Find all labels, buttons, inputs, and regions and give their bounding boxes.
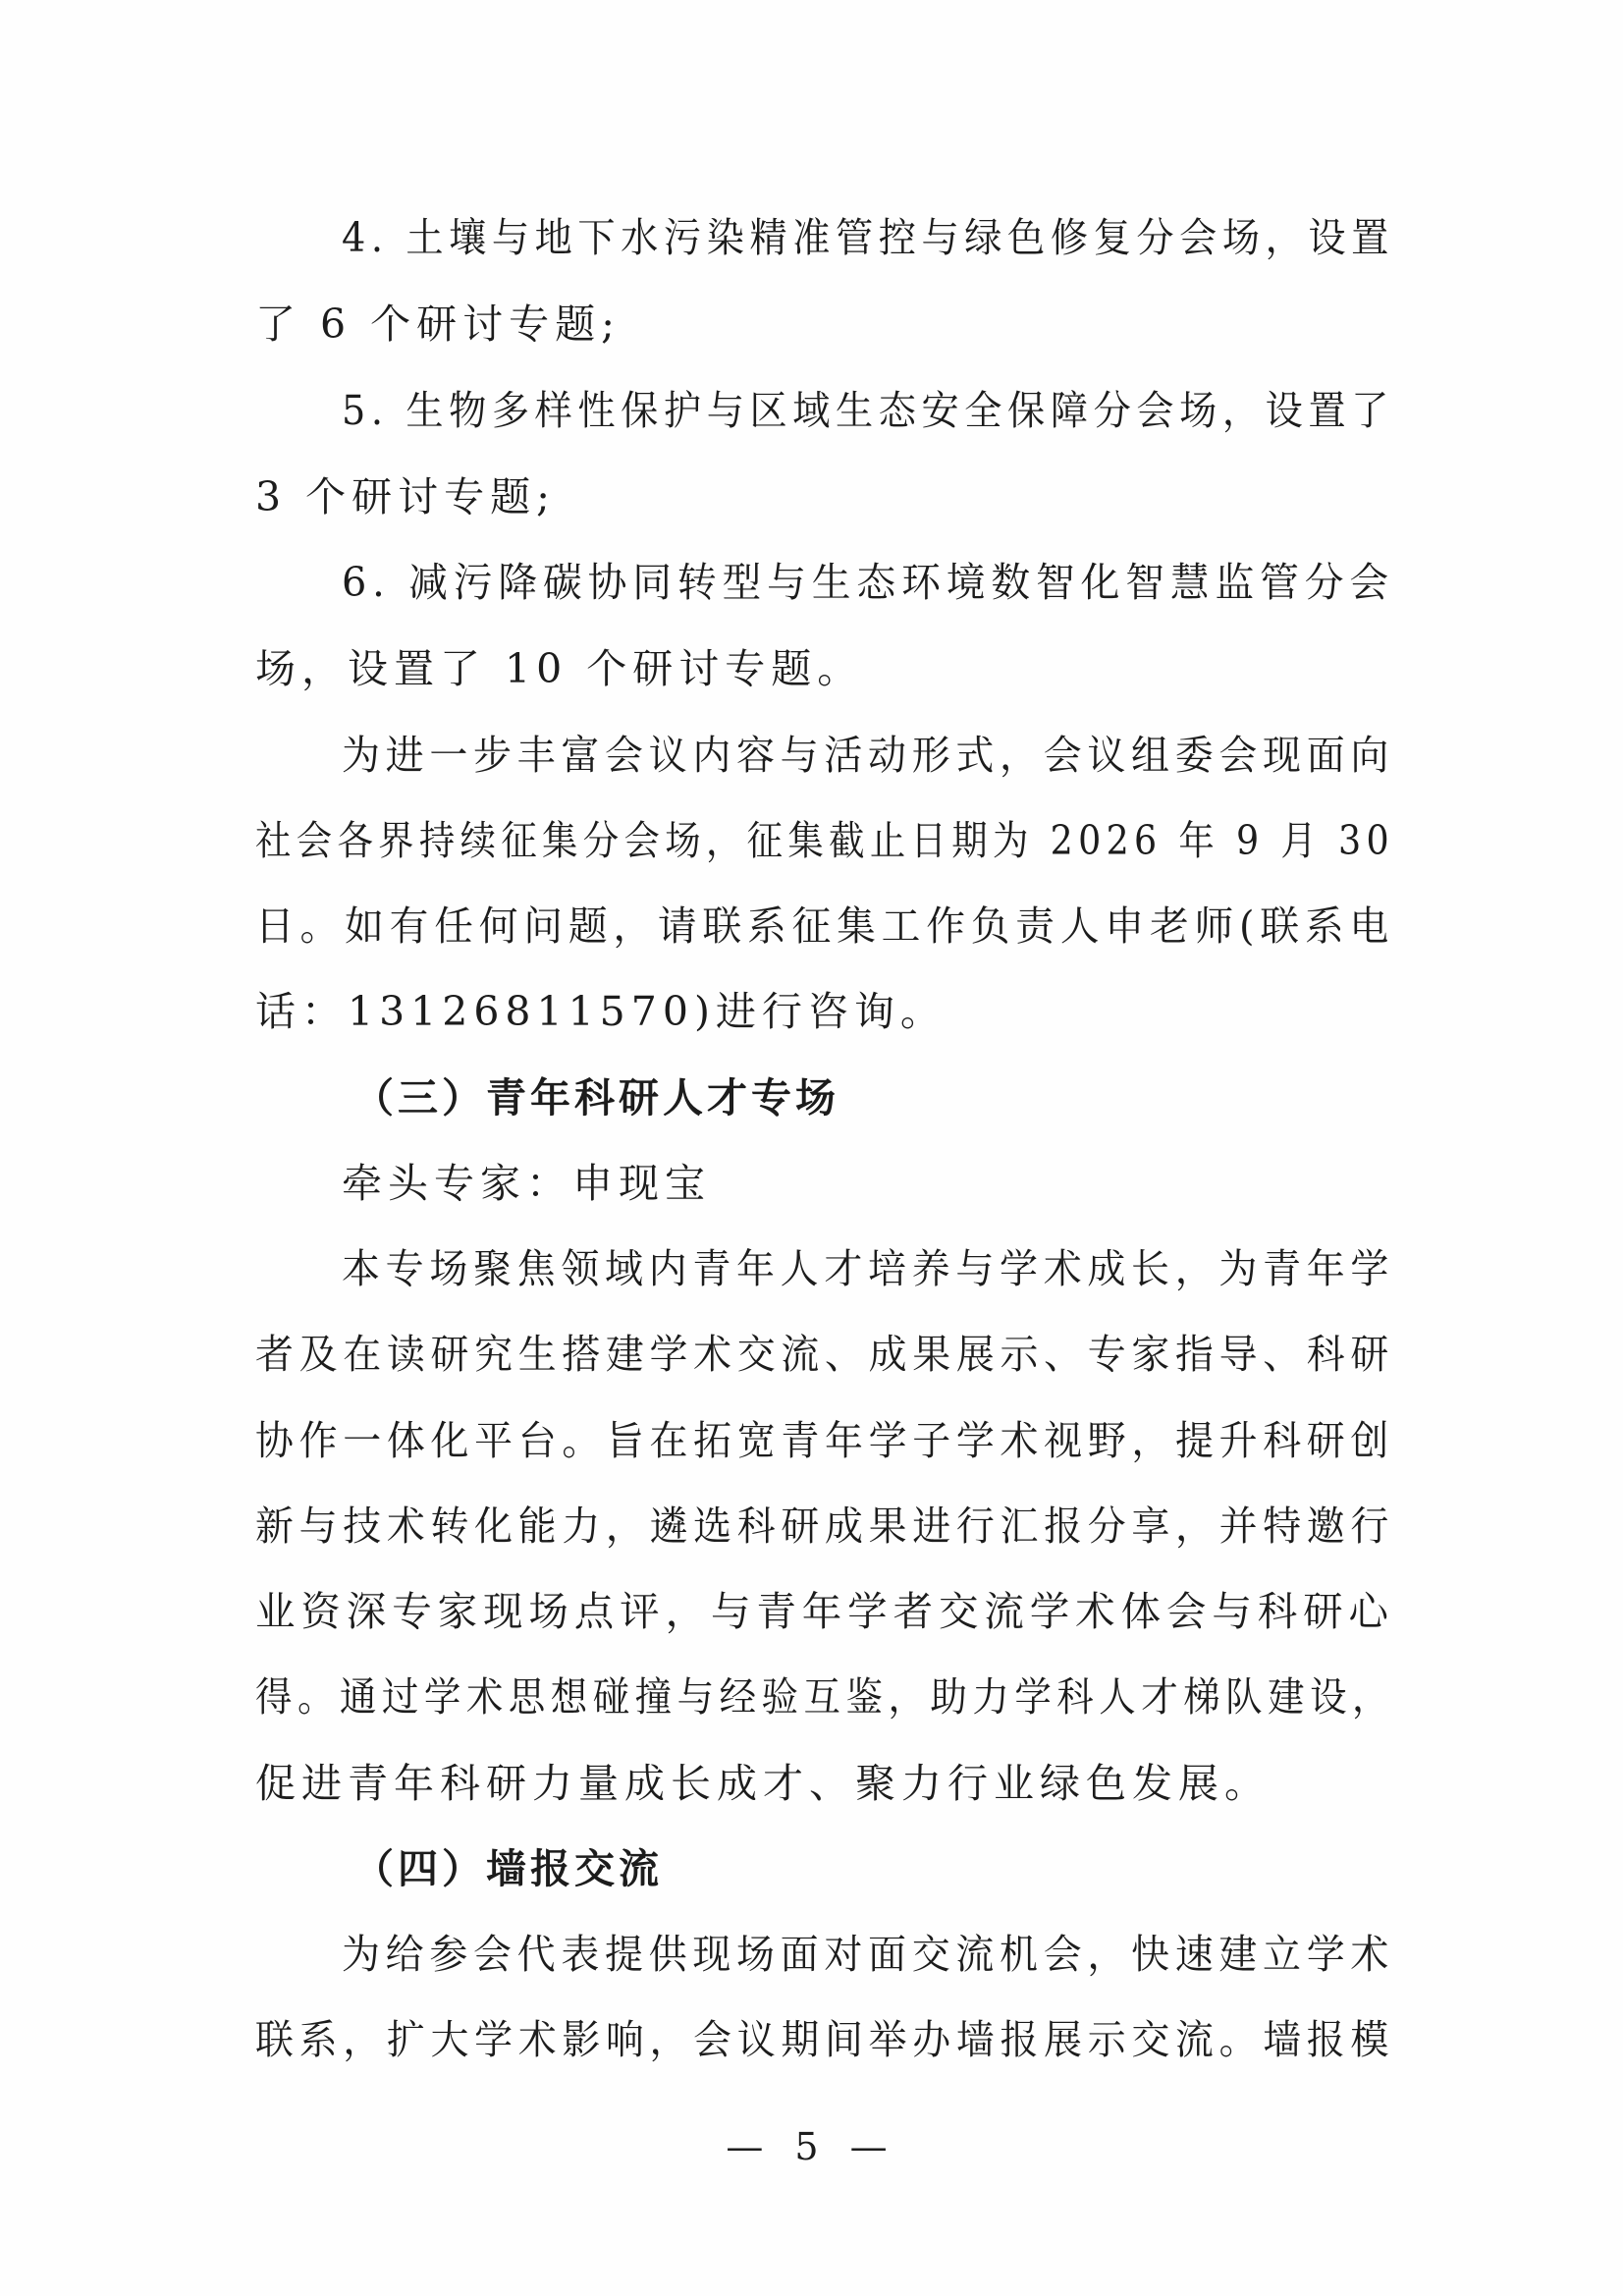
text-line-8: 社会各界持续征集分会场，征集截止日期为 2026 年 9 月 30 bbox=[255, 817, 1395, 864]
text-line-12: 牵头专家：申现宝 bbox=[342, 1160, 711, 1207]
text-line-4: 3 个研讨专题; bbox=[255, 473, 556, 520]
text-line-22: 联系，扩大学术影响，会议期间举办墙报展示交流。墙报模 bbox=[255, 2016, 1395, 2063]
text-line-5: 6. 减污降碳协同转型与生态环境数智化智慧监管分会 bbox=[342, 559, 1395, 606]
text-line-10: 话：13126811570)进行咨询。 bbox=[255, 988, 947, 1035]
text-line-14: 者及在读研究生搭建学术交流、成果展示、专家指导、科研 bbox=[255, 1331, 1395, 1378]
text-line-16: 新与技术转化能力，遴选科研成果进行汇报分享，并特邀行 bbox=[255, 1503, 1395, 1550]
text-line-17: 业资深专家现场点评，与青年学者交流学术体会与科研心 bbox=[255, 1588, 1394, 1635]
section-heading-3: （三）青年科研人才专场 bbox=[353, 1074, 839, 1121]
text-line-7: 为进一步丰富会议内容与活动形式，会议组委会现面向 bbox=[342, 732, 1395, 779]
text-line-13: 本专场聚焦领域内青年人才培养与学术成长，为青年学 bbox=[342, 1245, 1395, 1292]
text-line-3: 5. 生物多样性保护与区域生态安全保障分会场，设置了 bbox=[342, 387, 1394, 434]
text-line-21: 为给参会代表提供现场面对面交流机会，快速建立学术 bbox=[342, 1931, 1395, 1978]
text-line-15: 协作一体化平台。旨在拓宽青年学子学术视野，提升科研创 bbox=[255, 1417, 1395, 1464]
text-line-9: 日。如有任何问题，请联系征集工作负责人申老师(联系电 bbox=[255, 902, 1395, 950]
text-line-19: 促进青年科研力量成长成才、聚力行业绿色发展。 bbox=[255, 1760, 1271, 1807]
section-heading-4: （四）墙报交流 bbox=[353, 1845, 663, 1892]
text-line-6: 场，设置了 10 个研讨专题。 bbox=[255, 645, 864, 692]
text-line-1: 4. 土壤与地下水污染精准管控与绿色修复分会场，设置 bbox=[342, 214, 1394, 261]
page-number: — 5 — bbox=[726, 2125, 897, 2168]
text-line-18: 得。通过学术思想碰撞与经验互鉴，助力学科人才梯队建设， bbox=[255, 1673, 1394, 1721]
text-line-2: 了 6 个研讨专题; bbox=[255, 301, 621, 348]
